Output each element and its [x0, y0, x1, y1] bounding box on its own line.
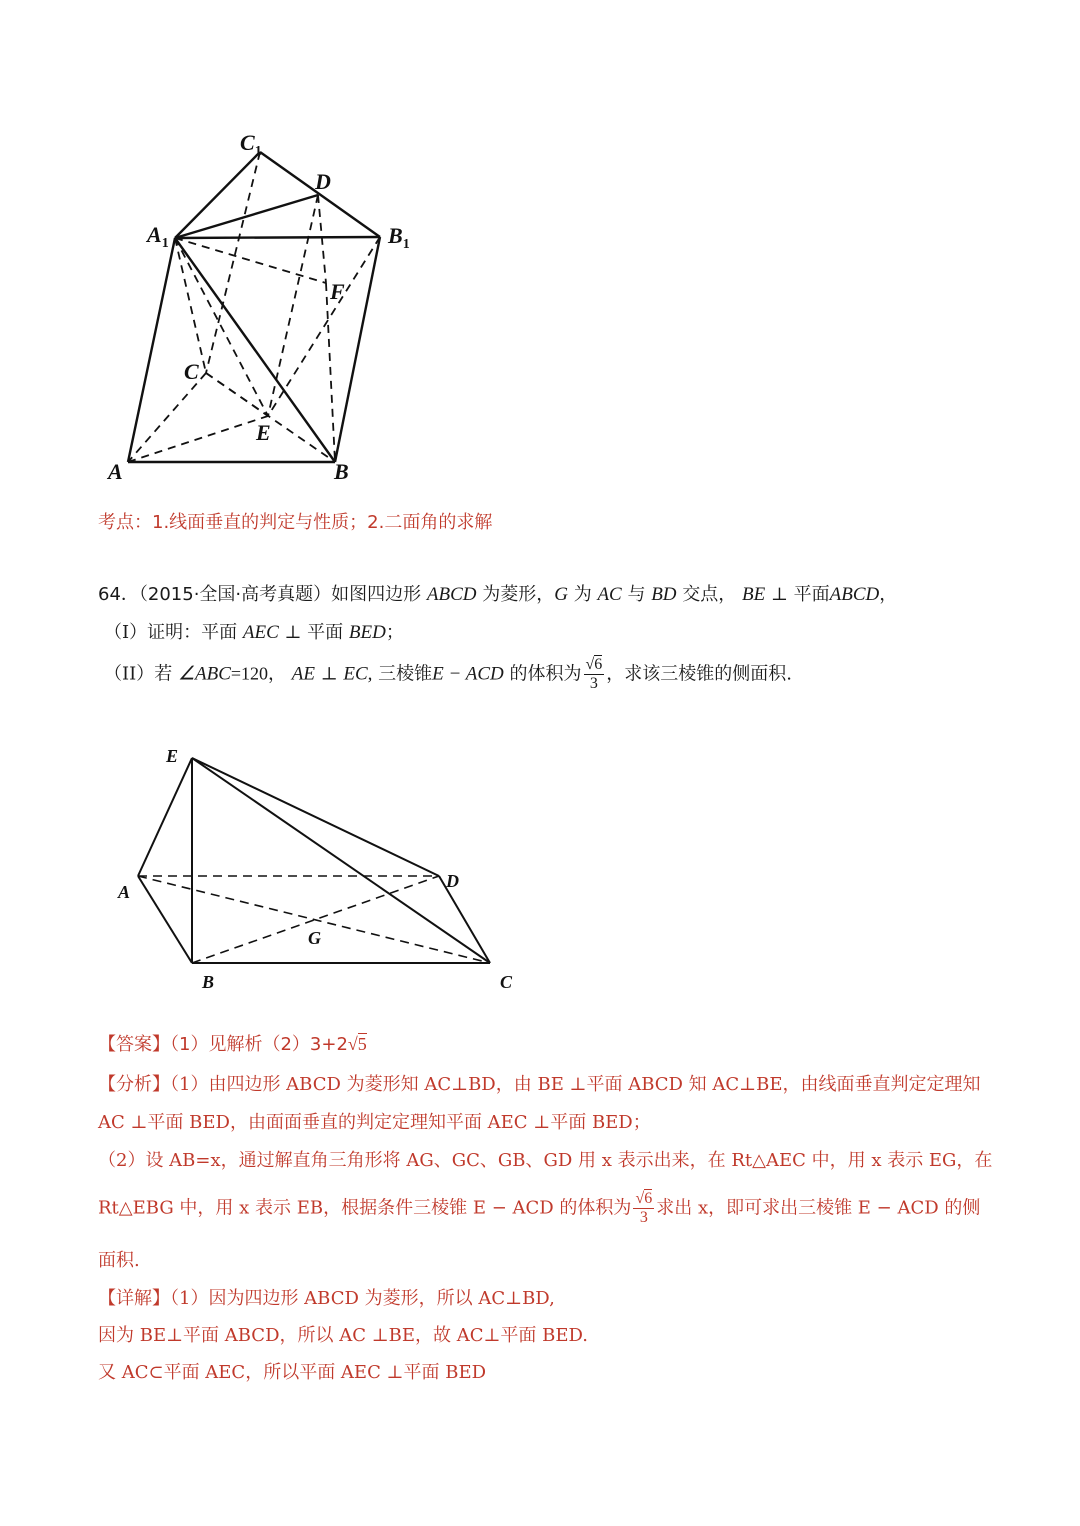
answer-tag: 【答案】 [98, 1034, 170, 1055]
stem-math: ABCD [829, 584, 880, 605]
label-a: A [108, 459, 123, 484]
stem-math: AC [597, 584, 622, 605]
label-b1: $B_1$ [388, 223, 410, 252]
label-a1: $A_1$ [147, 222, 169, 251]
part-text: =120 [230, 663, 269, 684]
label-a: A [118, 882, 131, 902]
sqrt-value: 5 [357, 1034, 367, 1054]
part-math: BED [348, 622, 386, 643]
part-text: ⊥ [320, 663, 338, 685]
part-text: ， [268, 663, 287, 685]
part-text: ，求该三棱锥的侧面积. [606, 663, 793, 685]
label-d: D [446, 871, 459, 891]
analysis-text: Rt△EBG 中，用 x 表示 EB，根据条件三棱锥 E − ACD 的体积为 [98, 1197, 632, 1219]
sqrt-five: √5 [347, 1034, 367, 1054]
prism-labels [106, 130, 410, 484]
part-text: ⊥ 平面 [284, 622, 344, 643]
analysis-tag: 【分析】 [98, 1074, 170, 1095]
part-text: ； [385, 622, 404, 643]
part-text: 若 [154, 663, 173, 685]
stem-math: G [554, 584, 568, 605]
stem-text: 为 [573, 584, 592, 605]
analysis-text: （1）由四边形 ABCD 为菱形知 AC⊥BD，由 BE ⊥平面 ABCD 知 AC⊥BE，由线面垂直判定定理知 [170, 1074, 981, 1095]
label-b: B [334, 459, 349, 484]
stem-text: 为菱形， [482, 584, 555, 605]
analysis-line-4 [98, 1190, 980, 1227]
fraction-denominator: 3 [589, 675, 598, 692]
stem-text: 如图四边形 [331, 584, 422, 605]
stem-text: ， [879, 584, 898, 605]
analysis-text: 求出 x，即可求出三棱锥 E − ACD 的侧 [656, 1197, 981, 1219]
label-d: D [315, 169, 331, 194]
part-label: （I） [104, 622, 148, 643]
pyramid-figure [108, 742, 528, 992]
detail-text: （1）因为四边形 ABCD 为菱形，所以 AC⊥BD, [170, 1288, 555, 1309]
pyramid-hidden-edges [138, 876, 490, 963]
label-g: G [308, 928, 321, 948]
stem-text: 与 [627, 584, 646, 605]
question-part-2 [104, 656, 792, 693]
part-text: 的体积为 [509, 663, 582, 685]
detail-line-2: 因为 BE⊥平面 ABCD，所以 AC ⊥BE，故 AC⊥平面 BED. [98, 1325, 589, 1346]
prism-figure [100, 125, 430, 495]
kaodian-note: 考点：1.线面垂直的判定与性质；2.二面角的求解 [98, 512, 493, 533]
detail-line-3: 又 AC⊂平面 AEC，所以平面 AEC ⊥平面 BED [98, 1362, 487, 1383]
stem-math: BE [742, 584, 766, 605]
analysis-line-1 [98, 1070, 980, 1096]
prism-solid-edges [128, 152, 380, 462]
analysis-line-3: （2）设 AB=x，通过解直角三角形将 AG、GC、GB、GD 用 x 表示出来，在 Rt△AEC 中，用 x 表示 EG，在 [98, 1150, 993, 1171]
detail-tag: 【详解】 [98, 1288, 170, 1309]
label-e: E [166, 746, 179, 766]
part-label: （II） [104, 663, 155, 685]
label-c: C [500, 972, 513, 992]
part-math: E − ACD [432, 663, 504, 685]
part-math: ∠ABC [177, 663, 231, 685]
volume-fraction: $\frac{√6}{3}$ [585, 656, 603, 692]
detail-line-1 [98, 1284, 555, 1310]
fraction-numerator: 6 [644, 1190, 653, 1207]
part-text: 三棱锥 [378, 663, 433, 685]
question-number: 64． [98, 584, 139, 605]
question-source: （2015·全国·高考真题） [138, 584, 332, 605]
stem-math: ABCD [426, 584, 477, 605]
fraction-numerator: 6 [594, 656, 603, 673]
label-e: E [256, 420, 271, 445]
volume-fraction: $\frac{√6}{3}$ [635, 1190, 653, 1226]
part-math: AEC [242, 622, 279, 643]
answer-text: （1）见解析（2）3+2 [170, 1034, 348, 1055]
stem-math: BD [651, 584, 677, 605]
prism-hidden-edges [128, 152, 380, 462]
stem-text: ⊥ 平面 [770, 584, 830, 605]
label-b: B [202, 972, 215, 992]
label-c: C [184, 359, 199, 384]
label-c1: $C_1$ [240, 130, 262, 159]
question-stem [98, 580, 897, 606]
fraction-denominator: 3 [639, 1209, 648, 1226]
analysis-line-2: AC ⊥平面 BED，由面面垂直的判定定理知平面 AEC ⊥平面 BED； [98, 1112, 651, 1133]
question-part-1 [104, 618, 404, 644]
label-f: F [330, 279, 345, 304]
part-math: AE [291, 663, 315, 685]
pyramid-labels [117, 746, 513, 992]
analysis-line-5: 面积. [98, 1250, 140, 1271]
stem-text: 交点， [682, 584, 737, 605]
answer-line [98, 1030, 367, 1056]
part-math: EC, [343, 663, 373, 685]
part-text: 证明：平面 [147, 622, 238, 643]
